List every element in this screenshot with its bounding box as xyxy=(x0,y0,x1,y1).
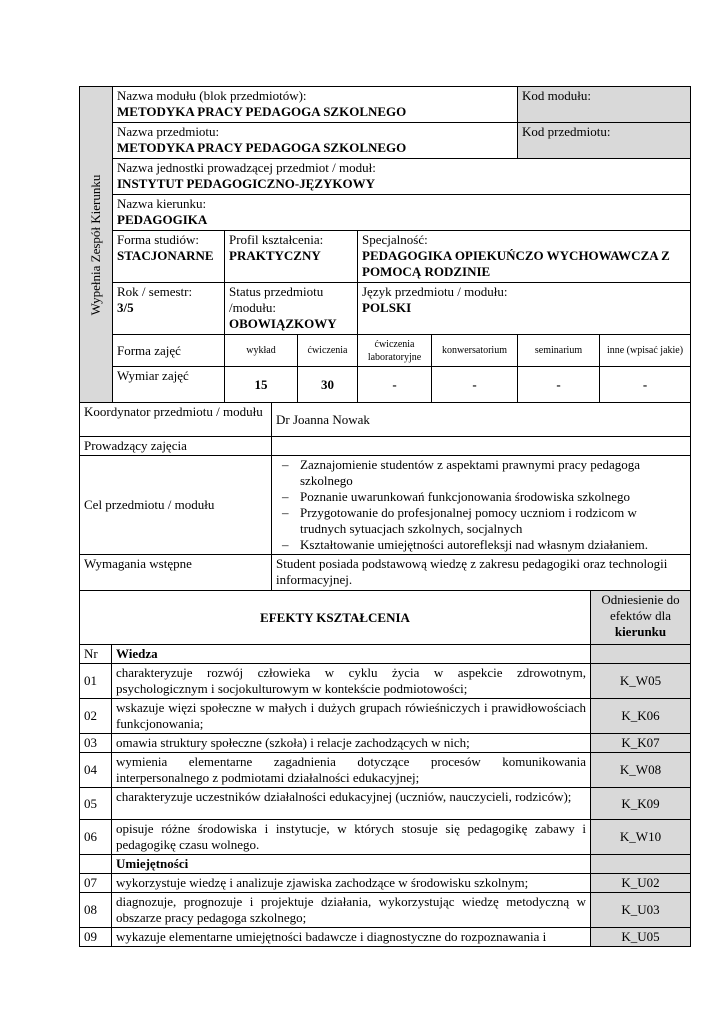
hours-value: - xyxy=(358,367,432,403)
goal-item: – Poznanie uwarunkowań funkcjonowania środowiska szkolnego xyxy=(300,489,686,505)
outcome-text: diagnozuje, prognozuje i projektuje działania, wykorzystując wiedzę metodyczną w obszarze pracy pedagoga szkolnego; xyxy=(112,893,591,928)
language-cell xyxy=(358,283,691,335)
year: 3/5 xyxy=(117,300,134,315)
status-label-1: Status przedmiotu xyxy=(229,284,324,299)
table-row xyxy=(80,788,691,820)
outcome-nr: 05 xyxy=(80,788,112,820)
module-header-table xyxy=(79,86,691,403)
table-row xyxy=(80,734,691,753)
learning-outcomes-table xyxy=(79,590,691,947)
ref-empty xyxy=(591,855,691,874)
ref-label-bold: kierunku xyxy=(614,624,667,639)
goal-label: Cel przedmiotu / modułu xyxy=(80,456,272,555)
knowledge-header: Wiedza xyxy=(112,645,591,664)
instructor xyxy=(272,437,691,456)
outcomes-title: EFEKTY KSZTAŁCENIA xyxy=(80,591,591,645)
outcome-nr: 02 xyxy=(80,699,112,734)
specialty-cell xyxy=(358,231,691,283)
unit-cell xyxy=(113,159,691,195)
subject-name-cell xyxy=(113,123,518,159)
hours-label: Wymiar zajęć xyxy=(117,368,189,383)
module-code-cell xyxy=(518,87,691,123)
hours-value: - xyxy=(432,367,518,403)
outcome-text: omawia struktury społeczne (szkoła) i relacje zachodzących w nich; xyxy=(112,734,591,753)
goals-list xyxy=(276,457,686,553)
unit-name: INSTYTUT PEDAGOGICZNO-JĘZYKOWY xyxy=(117,176,375,191)
outcome-nr: 01 xyxy=(80,664,112,699)
goal-item: – Przygotowanie do profesjonalnej pomocy uczniom i rodzicom w trudnych sytuacjach szkolnych, socjalnych xyxy=(300,505,686,537)
status-cell xyxy=(225,283,358,335)
module-code-label: Kod modułu: xyxy=(522,88,591,103)
year-label: Rok / semestr: xyxy=(117,284,193,299)
subject-code-label: Kod przedmiotu: xyxy=(522,124,611,139)
coordinator: Dr Joanna Nowak xyxy=(272,403,691,437)
language: POLSKI xyxy=(362,300,412,315)
side-label: Wypełnia Zespół Kierunku xyxy=(88,174,103,315)
outcome-text: opisuje różne środowiska i instytucje, w których stosuje się pedagogikę zabawy i pedagogikę czasu wolnego. xyxy=(112,820,591,855)
course-info-table xyxy=(79,402,691,591)
goal-item: – Zaznajomienie studentów z aspektami prawnymi pracy pedagoga szkolnego xyxy=(300,457,686,489)
classes-label: Forma zajęć xyxy=(117,342,181,358)
outcome-text: wykorzystuje wiedzę i analizuje zjawiska zachodzące w środowisku szkolnym; xyxy=(112,874,591,893)
profile: PRAKTYCZNY xyxy=(229,248,321,263)
class-type: ćwiczenia xyxy=(298,335,358,367)
study-form-label: Forma studiów: xyxy=(117,232,199,247)
outcome-text: charakteryzuje uczestników działalności edukacyjnej (uczniów, nauczycieli, rodziców); xyxy=(112,788,591,820)
side-column xyxy=(80,87,113,403)
coordinator-label: Koordynator przedmiotu / modułu xyxy=(80,403,272,437)
outcome-ref: K_U02 xyxy=(591,874,691,893)
outcome-ref: K_W10 xyxy=(591,820,691,855)
year-cell xyxy=(113,283,225,335)
skills-header: Umiejętności xyxy=(112,855,591,874)
class-type: inne (wpisać jakie) xyxy=(600,335,691,367)
syllabus-document xyxy=(79,86,690,947)
outcome-nr: 06 xyxy=(80,820,112,855)
class-type: seminarium xyxy=(518,335,600,367)
subject-code-cell xyxy=(518,123,691,159)
field-cell xyxy=(113,195,691,231)
module-name-label: Nazwa modułu (blok przedmiotów): xyxy=(117,88,307,103)
class-type: wykład xyxy=(225,335,298,367)
outcome-nr: 04 xyxy=(80,753,112,788)
hours-value: - xyxy=(518,367,600,403)
hours-value: - xyxy=(600,367,691,403)
hours-value: 15 xyxy=(225,367,298,403)
outcome-ref: K_K06 xyxy=(591,699,691,734)
outcome-nr: 09 xyxy=(80,928,112,947)
table-row xyxy=(80,928,691,947)
ref-label: Odniesienie do efektów dla xyxy=(601,592,680,623)
outcome-ref: K_W05 xyxy=(591,664,691,699)
outcome-text: wskazuje więzi społeczne w małych i dużych grupach rówieśniczych i prawidłowościach funkcjonowania; xyxy=(112,699,591,734)
outcome-ref: K_W08 xyxy=(591,753,691,788)
table-row xyxy=(80,893,691,928)
field-name: PEDAGOGIKA xyxy=(117,212,208,227)
outcome-text: charakteryzuje rozwój człowieka w cyklu życia w aspekcie zdrowotnym, psychologicznym i socjokulturowym w kontekście podmiotowości; xyxy=(112,664,591,699)
table-row xyxy=(80,820,691,855)
profile-cell xyxy=(225,231,358,283)
outcome-ref: K_K09 xyxy=(591,788,691,820)
outcome-nr: 07 xyxy=(80,874,112,893)
ref-empty xyxy=(591,645,691,664)
classes-label-cell xyxy=(113,335,225,367)
outcome-ref: K_K07 xyxy=(591,734,691,753)
language-label: Język przedmiotu / modułu: xyxy=(362,284,508,299)
class-type: ćwiczenia laboratoryjne xyxy=(358,335,432,367)
field-label: Nazwa kierunku: xyxy=(117,196,207,211)
outcome-nr: 08 xyxy=(80,893,112,928)
status: OBOWIĄZKOWY xyxy=(229,316,337,331)
status-label-2: /modułu: xyxy=(229,300,276,315)
outcome-ref: K_U03 xyxy=(591,893,691,928)
table-row xyxy=(80,664,691,699)
hours-label-cell xyxy=(113,367,225,403)
requirements: Student posiada podstawową wiedzę z zakresu pedagogiki oraz technologii informacyjnej. xyxy=(272,555,691,591)
table-row xyxy=(80,699,691,734)
outcome-ref: K_U05 xyxy=(591,928,691,947)
subject-name-label: Nazwa przedmiotu: xyxy=(117,124,220,139)
specialty-label: Specjalność: xyxy=(362,232,428,247)
module-name-cell xyxy=(113,87,518,123)
outcome-text: wykazuje elementarne umiejętności badawcze i diagnostyczne do rozpoznawania i xyxy=(112,928,591,947)
outcomes-ref-header xyxy=(591,591,691,645)
goals-cell xyxy=(272,456,691,555)
requirements-label: Wymagania wstępne xyxy=(80,555,272,591)
nr-empty xyxy=(80,855,112,874)
module-name: METODYKA PRACY PEDAGOGA SZKOLNEGO xyxy=(117,104,407,119)
study-form-cell xyxy=(113,231,225,283)
class-type: konwersatorium xyxy=(432,335,518,367)
table-row xyxy=(80,753,691,788)
subject-name: METODYKA PRACY PEDAGOGA SZKOLNEGO xyxy=(117,140,407,155)
hours-value: 30 xyxy=(298,367,358,403)
profile-label: Profil kształcenia: xyxy=(229,232,324,247)
study-form: STACJONARNE xyxy=(117,248,214,263)
instructor-label: Prowadzący zajęcia xyxy=(80,437,272,456)
specialty: PEDAGOGIKA OPIEKUŃCZO WYCHOWAWCZA Z POMOCĄ RODZINIE xyxy=(362,248,670,279)
nr-header: Nr xyxy=(80,645,112,664)
outcome-text: wymienia elementarne zagadnienia dotyczące procesów komunikowania interpersonalnego z podmiotami działalności edukacyjnej; xyxy=(112,753,591,788)
goal-item: – Kształtowanie umiejętności autorefleksji nad własnym działaniem. xyxy=(300,537,686,553)
unit-label: Nazwa jednostki prowadzącej przedmiot / moduł: xyxy=(117,160,376,175)
table-row xyxy=(80,874,691,893)
outcome-nr: 03 xyxy=(80,734,112,753)
